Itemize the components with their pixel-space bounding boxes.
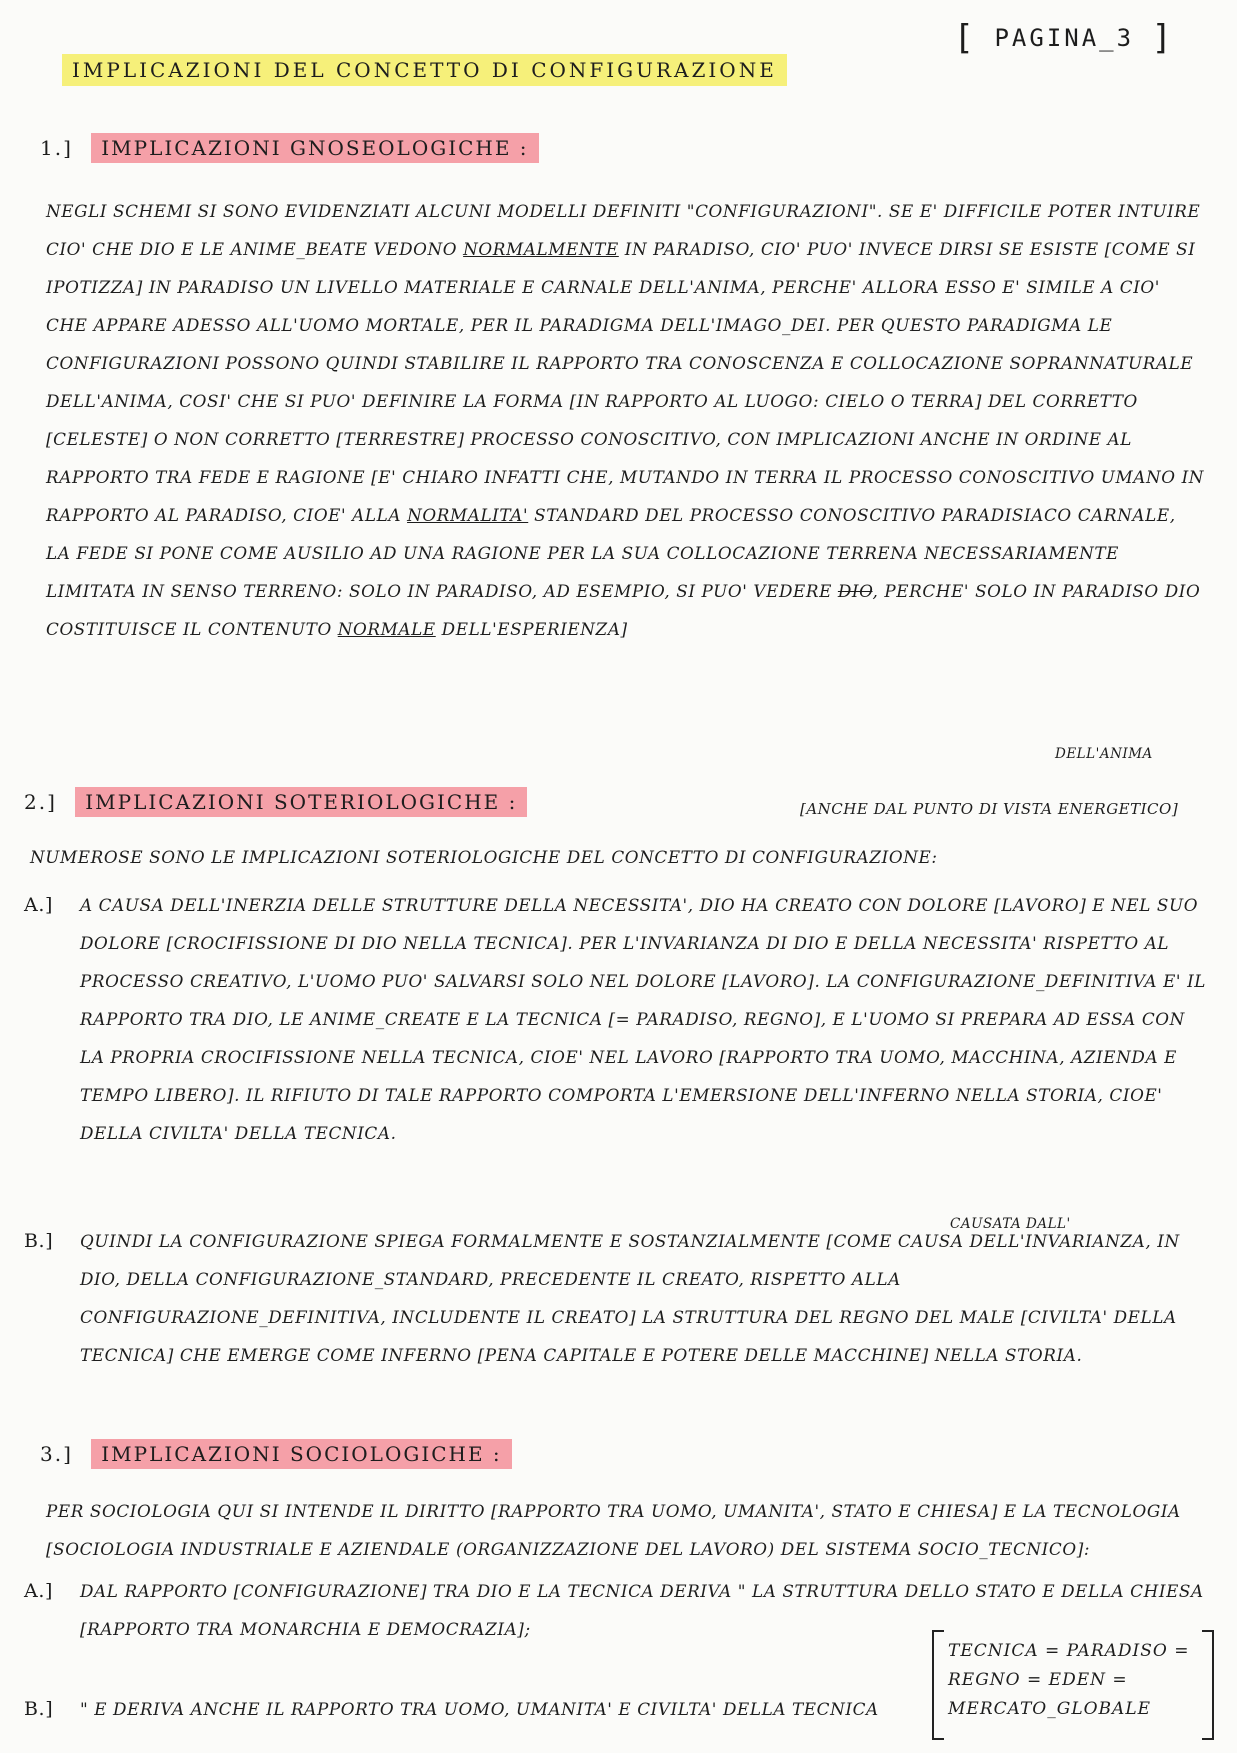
marginal-note-anima: DELL'ANIMA [1055,746,1153,762]
section2-item-a: A.] A CAUSA DELL'INERZIA DELLE STRUTTURE DELLA NECESSITA', DIO HA CREATO CON DOLORE [LAVORO] E NEL SUO DOLORE [CROCIFISSIONE DI DIO NELLA TECNICA]. PER L'INVARIANZA DI DIO E DELLA NECESSITA' RISPETTO AL PROCESSO CREATIVO, L'UOMO PUO' SALVARSI SOLO NEL DOLORE [LAVORO]. LA CONFIGURAZIONE_DEFINITIVA E' IL RAPPORTO TRA DIO, LE ANIME_CREATE E LA TECNICA [= PARADISO, REGNO], E L'UOMO SI PREPARA AD ESSA CON LA PROPRIA CROCIFISSIONE NELLA TECNICA, CIOE' NEL LAVORO [RAPPORTO TRA UOMO, MACCHINA, AZIENDA E TEMPO LIBERO]. IL RIFIUTO DI TALE RAPPORTO COMPORTA L'EMERSIONE DELL'INFERNO NELLA STORIA, CIOE' DELLA CIVILTA' DELLA TECNICA. [24,894,1207,1143]
box-line-2: REGNO = EDEN = [948,1670,1128,1690]
section3-intro: PER SOCIOLOGIA QUI SI INTENDE IL DIRITTO [RAPPORTO TRA UOMO, UMANITA', STATO E CHIESA] E LA TECNOLOGIA [SOCIOLOGIA INDUSTRIALE E AZIENDALE (ORGANIZZAZIONE DEL LAVORO) DEL SISTEMA SOCIO_TECNICO]: [46,1501,1181,1559]
section-heading-gnoseologiche: 1.] IMPLICAZIONI GNOSEOLOGICHE : [40,136,539,160]
box-line-3: MERCATO_GLOBALE [948,1699,1152,1719]
section3-item-b: B.] " E DERIVA ANCHE IL RAPPORTO TRA UOMO, UMANITA' E CIVILTA' DELLA TECNICA [24,1698,879,1720]
marginal-note-energetico: [ANCHE DAL PUNTO DI VISTA ENERGETICO] [800,800,1179,818]
page-title: IMPLICAZIONI DEL CONCETTO DI CONFIGURAZIONE [62,54,787,86]
box-line-1: TECNICA = PARADISO = [948,1641,1190,1661]
page-number: [ PAGINA_3 ] [953,18,1175,58]
section-heading-sociologiche: 3.] IMPLICAZIONI SOCIOLOGICHE : [40,1442,512,1466]
section-heading-soteriologiche: 2.] IMPLICAZIONI SOTERIOLOGICHE : [24,790,527,814]
section1-paragraph: NEGLI SCHEMI SI SONO EVIDENZIATI ALCUNI MODELLI DEFINITI "CONFIGURAZIONI". SE E' DIFFICILE POTER INTUIRE CIO' CHE DIO E LE ANIME_BEATE VEDONO NORMALMENTE IN PARADISO, CIO' PUO' INVECE DIRSI SE ESISTE [COME SI IPOTIZZA] IN PARADISO UN LIVELLO MATERIALE E CARNALE DELL'ANIMA, PERCHE' ALLORA ESSO E' SIMILE A CIO' CHE APPARE ADESSO ALL'UOMO MORTALE, PER IL PARADIGMA DELL'IMAGO_DEI. PER QUESTO PARADIGMA LE CONFIGURAZIONI POSSONO QUINDI STABILIRE IL RAPPORTO TRA CONOSCENZA E COLLOCAZIONE SOPRANNATURALE DELL'ANIMA, COSI' CHE SI PUO' DEFINIRE LA FORMA [IN RAPPORTO AL LUOGO: CIELO O TERRA] DEL CORRETTO [CELESTE] O NON CORRETTO [TERRESTRE] PROCESSO CONOSCITIVO, CON IMPLICAZIONI ANCHE IN ORDINE AL RAPPORTO TRA FEDE E RAGIONE [E' CHIARO INFATTI CHE, MUTANDO IN TERRA IL PROCESSO CONOSCITIVO UMANO IN RAPPORTO AL PARADISO, CIOE' ALLA NORMALITA' STANDARD DEL PROCESSO CONOSCITIVO PARADISIACO CARNALE, LA FEDE SI PONE COME AUSILIO AD UNA RAGIONE PER LA SUA COLLOCAZIONE TERRENA NECESSARIAMENTE LIMITATA IN SENSO TERRENO: SOLO IN PARADISO, AD ESEMPIO, SI PUO' VEDERE DIO, PERCHE' SOLO IN PARADISO DIO COSTITUISCE IL CONTENUTO NORMALE DELL'ESPERIENZA] [46,201,1205,639]
marginal-note-causata: CAUSATA DALL' [950,1216,1071,1232]
equivalence-box [932,1630,1214,1740]
section2-item-b: B.] QUINDI LA CONFIGURAZIONE SPIEGA FORMALMENTE E SOSTANZIALMENTE [COME CAUSA DELL'INVARIANZA, IN DIO, DELLA CONFIGURAZIONE_STANDARD, PRECEDENTE IL CREATO, RISPETTO ALLA CONFIGURAZIONE_DEFINITIVA, INCLUDENTE IL CREATO] LA STRUTTURA DEL REGNO DEL MALE [CIVILTA' DELLA TECNICA] CHE EMERGE COME INFERNO [PENA CAPITALE E POTERE DELLE MACCHINE] NELLA STORIA. [24,1230,1180,1365]
section3-item-a: A.] DAL RAPPORTO [CONFIGURAZIONE] TRA DIO E LA TECNICA DERIVA " LA STRUTTURA DELLO STATO E DELLA CHIESA [RAPPORTO TRA MONARCHIA E DEMOCRAZIA]; [24,1580,1204,1639]
section2-intro: NUMEROSE SONO LE IMPLICAZIONI SOTERIOLOGICHE DEL CONCETTO DI CONFIGURAZIONE: [30,847,938,867]
